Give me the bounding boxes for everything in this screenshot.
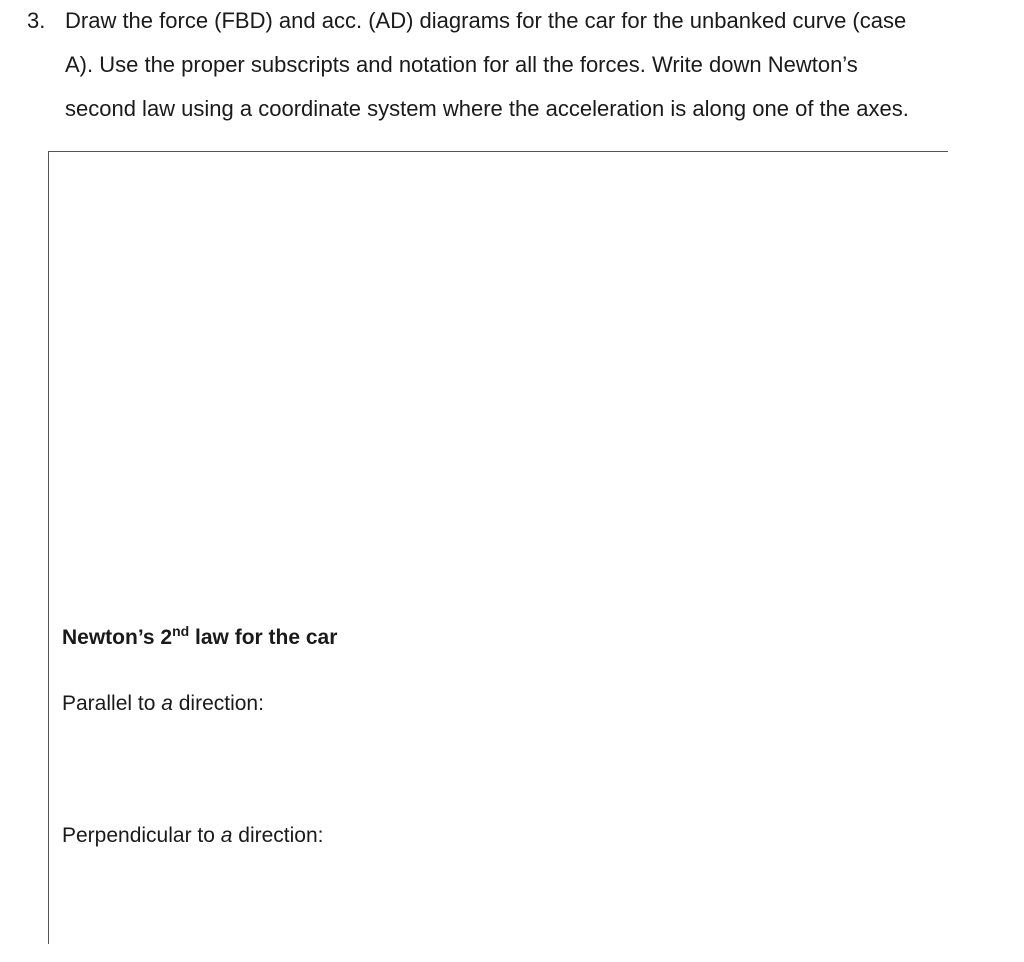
- answer-box-top-border: [48, 151, 948, 152]
- perpendicular-prefix: Perpendicular to: [62, 824, 221, 847]
- perpendicular-variable: a: [220, 824, 233, 847]
- parallel-suffix: direction:: [172, 692, 264, 715]
- heading-prefix: Newton’s 2: [62, 626, 173, 649]
- question-text-line-3: second law using a coordinate system where the acceleration is along one of the axes.: [65, 96, 909, 121]
- parallel-prefix: Parallel to: [62, 692, 162, 715]
- perpendicular-suffix: direction:: [232, 824, 324, 847]
- question-number: 3.: [27, 8, 46, 33]
- answer-box-left-border: [48, 151, 49, 944]
- heading-suffix: law for the car: [189, 626, 338, 649]
- parallel-direction-prompt: [62, 690, 264, 718]
- parallel-variable: a: [161, 692, 173, 715]
- question-text-line-2: A). Use the proper subscripts and notation for all the forces. Write down Newton’s: [65, 52, 858, 77]
- perpendicular-direction-prompt: [62, 822, 324, 850]
- newton-second-law-heading: [62, 624, 337, 652]
- question-text-line-1: Draw the force (FBD) and acc. (AD) diagrams for the car for the unbanked curve (case: [65, 8, 907, 33]
- heading-superscript: nd: [172, 623, 190, 639]
